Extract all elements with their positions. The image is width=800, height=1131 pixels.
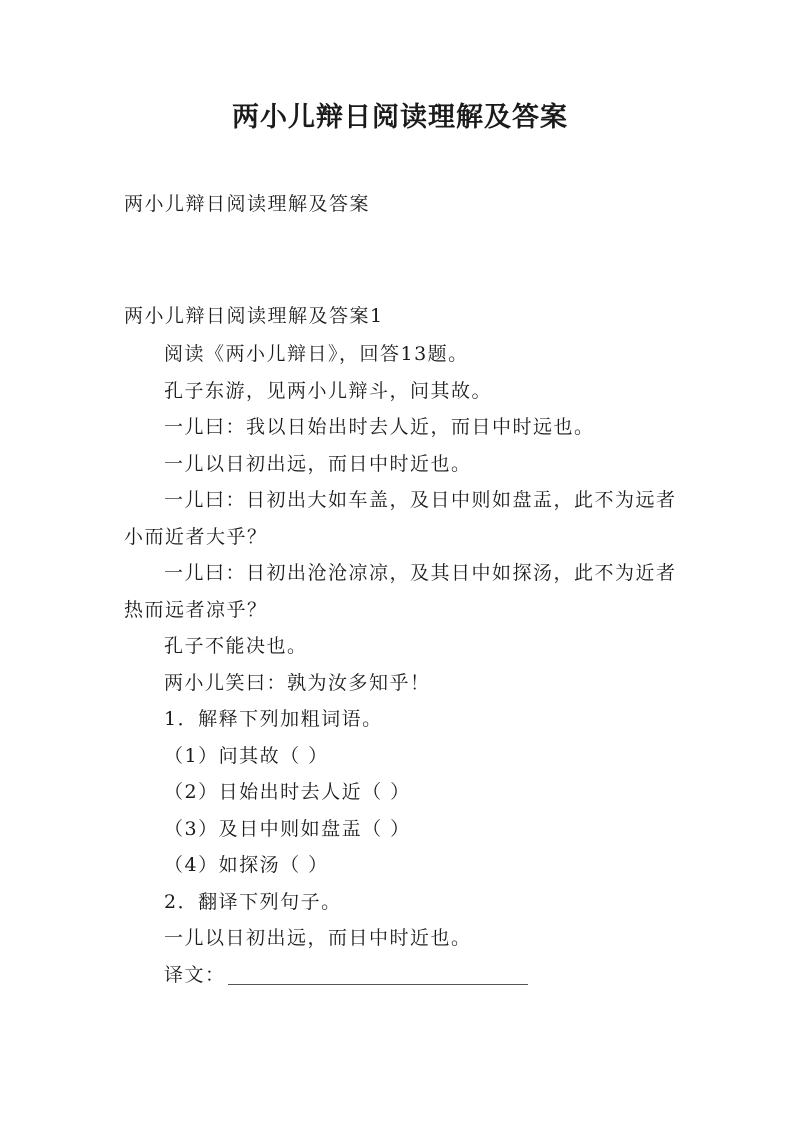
translation-label: 译文： <box>164 963 226 986</box>
question-item: （3）及日中则如盘盂（ ） <box>164 817 411 840</box>
paragraph-passage: 一儿曰：日初出沧沧凉凉，及其日中如探汤，此不为近者热而远者凉乎？ <box>124 562 677 621</box>
document-body <box>124 336 680 993</box>
question-heading: 2．翻译下列句子。 <box>164 890 342 913</box>
section-heading: 两小儿辩日阅读理解及答案1 <box>124 305 384 327</box>
question-item: （1）问其故（ ） <box>164 744 329 767</box>
paragraph-passage: 孔子东游，见两小儿辩斗，问其故。 <box>164 379 493 402</box>
translation-answer-blank <box>228 964 528 985</box>
paragraph-passage: 两小儿笑曰：孰为汝多知乎！ <box>164 671 431 694</box>
paragraph-intro: 阅读《两小儿辩日》，回答13题。 <box>164 343 469 365</box>
question-item: （4）如探汤（ ） <box>164 854 329 876</box>
paragraph-passage: 一儿以日初出远，而日中时近也。 <box>164 452 472 475</box>
question-item: （2）日始出时去人近（ ） <box>164 781 411 803</box>
document-subtitle: 两小儿辩日阅读理解及答案 <box>124 193 371 215</box>
sentence-to-translate: 一儿以日初出远，而日中时近也。 <box>164 927 472 949</box>
question-heading: 1．解释下列加粗词语。 <box>164 708 383 730</box>
paragraph-passage: 一儿曰：我以日始出时去人近，而日中时远也。 <box>164 416 595 438</box>
translation-row <box>124 957 680 994</box>
document-title: 两小儿辩日阅读理解及答案 <box>232 102 568 133</box>
paragraph-passage: 孔子不能决也。 <box>164 635 308 657</box>
paragraph-passage: 一儿曰：日初出大如车盖，及日中则如盘盂，此不为远者小而近者大乎？ <box>124 489 677 548</box>
